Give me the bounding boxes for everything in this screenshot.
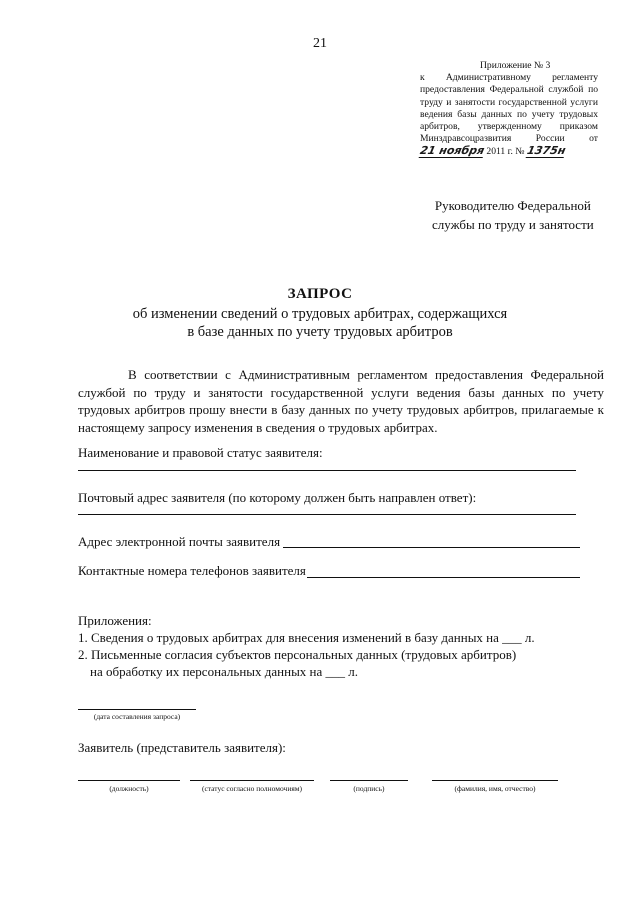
subtitle-line-1: об изменении сведений о трудовых арбитрах, содержащихся [132, 306, 508, 322]
position-field[interactable] [78, 780, 180, 781]
position-caption: (должность) [109, 784, 149, 793]
attachment-item-2-line-1: 2. Письменные согласия субъектов персональных данных (трудовых арбитров) [78, 647, 517, 662]
signature-caption: (подпись) [353, 784, 385, 793]
phones-label: Контактные номера телефонов заявителя [78, 563, 306, 578]
attachment-item-1: 1. Сведения о трудовых арбитрах для внесения изменений в базу данных на ___ л. [78, 630, 535, 645]
handwritten-date: 21 ноября [418, 144, 486, 158]
subtitle-line-2: в базе данных по учету трудовых арбитров [187, 324, 453, 340]
appendix-line: предоставления Федеральной службой по [420, 84, 598, 96]
appendix-title: Приложение № 3 [480, 60, 551, 71]
applicant-label: Заявитель (представитель заявителя): [78, 740, 286, 755]
addressee-line-2: службы по труду и занятости [432, 217, 594, 232]
full-name-caption: (фамилия, имя, отчество) [454, 784, 536, 793]
phones-field[interactable] [307, 577, 580, 578]
name-status-label: Наименование и правовой статус заявителя: [78, 445, 323, 460]
email-label: Адрес электронной почты заявителя [78, 534, 281, 549]
body-paragraph: В соответствии с Административным регламентом предоставления Федеральной службой по труду и занятости государственной услуги ведения базы данных по учету трудовых арбитров прошу внести в базу данных по учету трудовых арбитров, прилагаемые к настоящему запросу изменения в сведения о трудовых арбитрах. [78, 367, 604, 435]
status-field[interactable] [190, 780, 314, 781]
email-field[interactable] [283, 547, 580, 548]
addressee-line-1: Руководителю Федеральной [434, 198, 591, 213]
date-field[interactable] [78, 709, 196, 710]
appendix-line: к Административному регламенту [420, 72, 598, 84]
attachments-heading: Приложения: [78, 613, 152, 628]
name-status-field[interactable] [78, 470, 576, 471]
status-caption: (статус согласно полномочиям) [201, 784, 303, 793]
signature-field[interactable] [330, 780, 408, 781]
appendix-line: Минздравсоцразвития России от [420, 133, 598, 145]
appendix-order-line [420, 145, 598, 158]
appendix-line: ведения базы данных по учету трудовых [420, 108, 598, 120]
appendix-block [420, 60, 598, 159]
handwritten-number: 1375н [525, 144, 567, 158]
date-caption: (дата составления запроса) [93, 712, 181, 721]
postal-address-field[interactable] [78, 514, 576, 515]
addressee [432, 196, 594, 234]
postal-address-label: Почтовый адрес заявителя (по которому должен быть направлен ответ): [78, 490, 477, 505]
order-year: 2011 г. № [486, 146, 525, 158]
appendix-line: труду и занятости государственной услуги [420, 96, 598, 108]
appendix-line: арбитров, утвержденному приказом [420, 121, 598, 133]
attachment-item-2-line-2: на обработку их персональных данных на ___ л. [90, 664, 359, 679]
page-number: 21 [313, 36, 327, 51]
full-name-field[interactable] [432, 780, 558, 781]
document-title: ЗАПРОС [287, 286, 353, 302]
document-subtitle [0, 305, 640, 341]
